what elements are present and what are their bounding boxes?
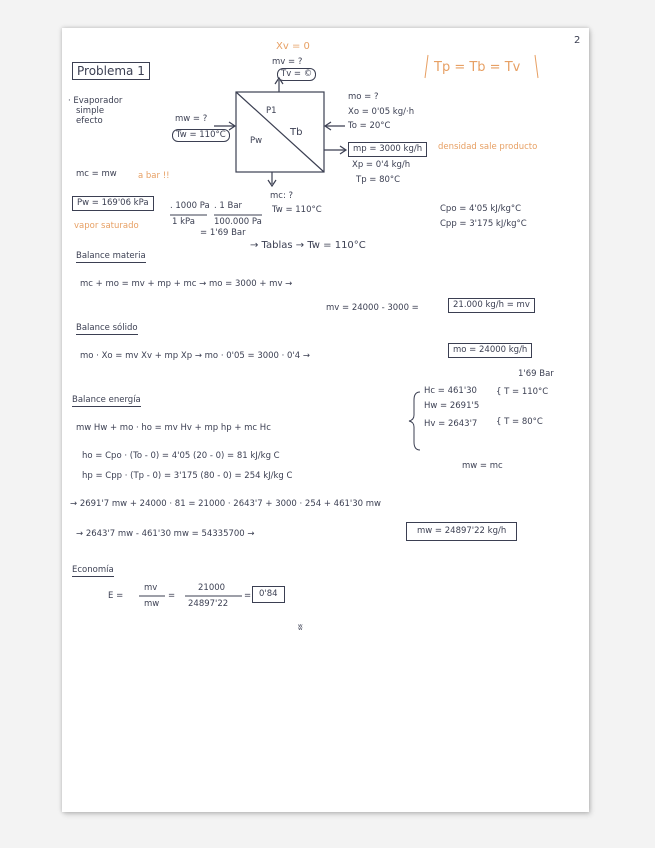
economia-heading: Economía [72, 565, 114, 575]
hc-value: Hc = 461'30 [424, 386, 477, 396]
tw2-label: Tw = 110°C [272, 205, 322, 215]
hv-value: Hv = 2643'7 [424, 419, 478, 429]
divider-line [236, 92, 324, 172]
xv-label: Xv = 0 [276, 41, 310, 52]
energy-result: mw = 24897'22 kg/h [406, 522, 517, 541]
econ-eq-sign: = [168, 591, 176, 601]
conv-num: . 1000 Pa [170, 201, 210, 211]
t110-note: { T = 110°C [496, 387, 549, 397]
vapor-note: vapor saturado [74, 221, 139, 231]
econ-eq-sign-2: = [244, 591, 252, 601]
hp-equation: hp = Cpp · (Tp - 0) = 3'175 (80 - 0) = 254 kJ/kg C [82, 471, 293, 481]
econ-f1-den: mw [144, 599, 160, 609]
conv2-num: . 1 Bar [214, 201, 243, 211]
economy-e: E = [108, 591, 124, 601]
be-equation: mw Hw + mo · ho = mv Hv + mp hp + mc Hc [76, 423, 271, 433]
mc-label: mc: ? [270, 191, 294, 201]
mp-label: mp = 3000 kg/h [348, 142, 427, 157]
page-title: Problema 1 [72, 62, 150, 80]
tp-label: Tp = 80°C [356, 175, 401, 185]
page-number: 2 [574, 35, 581, 46]
tv-label: Tv = © [277, 68, 316, 81]
econ-f2-den: 24897'22 [188, 599, 229, 609]
desc-line-1: · Evaporador [68, 96, 123, 106]
pw-label: Pw [250, 136, 263, 146]
p1-label: P1 [266, 106, 277, 116]
bm-equation-1: mc + mo = mv + mp + mc → mo = 3000 + mv → [80, 279, 293, 289]
economy-result: 0'84 [252, 586, 285, 603]
bar-note: 1'69 Bar [518, 369, 554, 379]
equilibrium-equation: Tp = Tb = Tv [434, 60, 521, 75]
desc-line-3: efecto [76, 116, 103, 126]
energy-equation-2: → 2643'7 mw - 461'30 mw = 54335700 → [76, 529, 255, 539]
bm-result: 21.000 kg/h = mv [448, 298, 535, 313]
bs-result: mo = 24000 kg/h [448, 343, 532, 358]
mw-mc-note: mw = mc [462, 461, 503, 471]
mw-label: mw = ? [175, 114, 208, 124]
bm-equation-2: mv = 24000 - 3000 = [326, 303, 419, 313]
cpp-label: Cpp = 3'175 kJ/kg°C [440, 219, 527, 229]
energy-equation-1: → 2691'7 mw + 24000 · 81 = 21000 · 2643'7 + 3000 · 254 + 461'30 mw [70, 499, 381, 509]
svg-text:ʬ: ʬ [298, 623, 303, 633]
cp0-label: Cpo = 4'05 kJ/kg°C [440, 204, 522, 214]
econ-f2-num: 21000 [198, 583, 226, 593]
hw-value: Hw = 2691'5 [424, 401, 480, 411]
mo-label: mo = ? [348, 92, 379, 102]
mv-label: mv = ? [272, 57, 303, 67]
tw-label: Tw = 110°C [172, 129, 230, 142]
bs-equation: mo · Xo = mv Xv + mp Xp → mo · 0'05 = 3000 · 0'4 → [80, 351, 311, 361]
tb-label: Tb [290, 127, 303, 138]
desc-line-2: simple [76, 106, 105, 116]
t80-note: { T = 80°C [496, 417, 543, 427]
xp-label: Xp = 0'4 kg/h [352, 160, 411, 170]
abar-note: a bar !! [138, 171, 170, 181]
ho-equation: ho = Cpo · (To - 0) = 4'05 (20 - 0) = 81 kJ/kg C [82, 451, 280, 461]
pw-pressure: Pw = 169'06 kPa [72, 196, 154, 211]
mp-note: densidad sale producto [438, 142, 538, 152]
econ-f1-num: mv [144, 583, 158, 593]
balance-solido-heading: Balance sólido [76, 323, 138, 333]
balance-materia-heading: Balance materia [76, 251, 146, 261]
conv-den: 1 kPa [172, 217, 195, 227]
tablas-line: → Tablas → Tw = 110°C [250, 240, 366, 251]
to-label: To = 20°C [348, 121, 391, 131]
conv-result: = 1'69 Bar [200, 228, 246, 238]
balance-energia-heading: Balance energía [72, 395, 141, 405]
mc-mw-label: mc = mw [76, 169, 117, 179]
conv2-den: 100.000 Pa [214, 217, 262, 227]
xo-label: Xo = 0'05 kg/·h [348, 107, 415, 117]
